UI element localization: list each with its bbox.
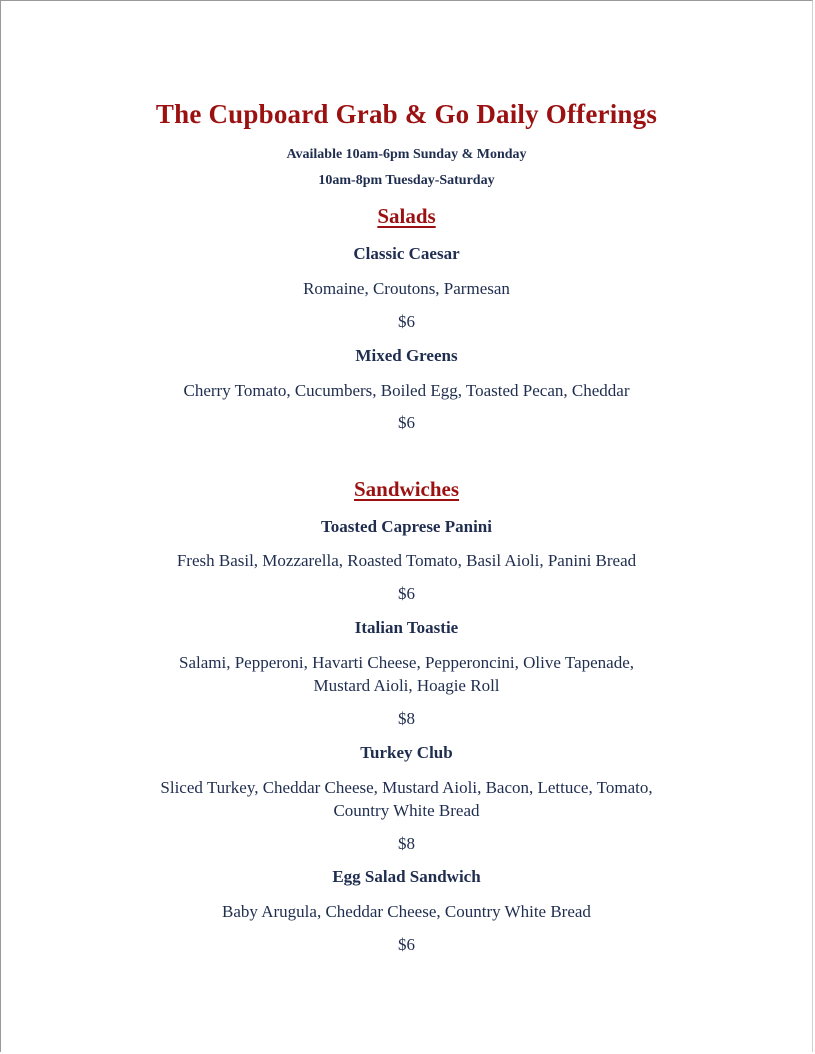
- item-desc-mixed-greens: [1, 379, 812, 402]
- item-name-mixed-greens: Mixed Greens: [355, 346, 458, 365]
- item-price-egg-salad-sandwich: $6: [398, 935, 415, 954]
- availability-line-2: 10am-8pm Tuesday-Saturday: [318, 173, 495, 188]
- item-price-italian-toastie: $8: [398, 709, 415, 728]
- item-desc-italian-toastie: [1, 651, 812, 697]
- item-desc-line: Fresh Basil, Mozzarella, Roasted Tomato, Basil Aioli, Panini Bread: [176, 551, 637, 570]
- item-name-egg-salad-sandwich: Egg Salad Sandwich: [332, 867, 481, 886]
- item-price-toasted-caprese-panini: $6: [398, 584, 415, 603]
- item-desc-line: Romaine, Croutons, Parmesan: [303, 279, 510, 298]
- item-desc-line: Country White Bread: [333, 801, 480, 820]
- page-title: The Cupboard Grab & Go Daily Offerings: [155, 99, 658, 129]
- item-desc-classic-caesar: [1, 277, 812, 300]
- item-name-turkey-club: Turkey Club: [360, 743, 453, 762]
- item-desc-line: Cherry Tomato, Cucumbers, Boiled Egg, Toasted Pecan, Cheddar: [183, 381, 630, 400]
- item-price-mixed-greens: $6: [398, 413, 415, 432]
- item-desc-toasted-caprese-panini: [1, 549, 812, 572]
- item-name-italian-toastie: Italian Toastie: [354, 618, 459, 637]
- section-heading-salads: Salads: [377, 204, 436, 228]
- item-price-turkey-club: $8: [398, 834, 415, 853]
- item-name-classic-caesar: Classic Caesar: [353, 244, 460, 263]
- item-desc-line: Sliced Turkey, Cheddar Cheese, Mustard Aioli, Bacon, Lettuce, Tomato,: [160, 778, 653, 797]
- section-heading-sandwiches: Sandwiches: [353, 477, 460, 501]
- item-desc-line: Salami, Pepperoni, Havarti Cheese, Pepperoncini, Olive Tapenade,: [179, 653, 634, 672]
- item-desc-egg-salad-sandwich: [1, 900, 812, 923]
- item-desc-line: Mustard Aioli, Hoagie Roll: [313, 676, 500, 695]
- item-name-toasted-caprese-panini: Toasted Caprese Panini: [321, 517, 492, 536]
- item-desc-turkey-club: [1, 776, 812, 822]
- item-desc-line: Baby Arugula, Cheddar Cheese, Country White Bread: [222, 902, 591, 921]
- availability-line-1: Available 10am-6pm Sunday & Monday: [286, 147, 527, 162]
- item-price-classic-caesar: $6: [398, 312, 415, 331]
